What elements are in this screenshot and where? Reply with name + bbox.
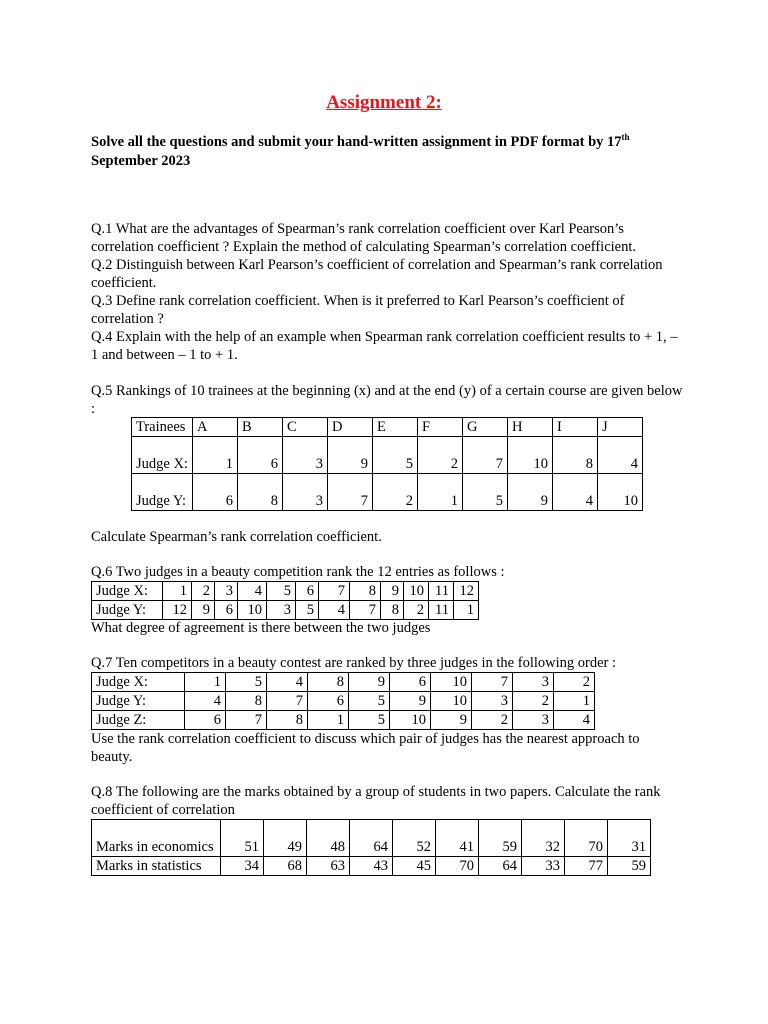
q6-row-x <box>92 582 479 601</box>
q5-cell: 6 <box>238 437 283 474</box>
instructions-sup: th <box>621 132 630 142</box>
question-6 <box>91 563 683 581</box>
q7-row-x-label: Judge X: <box>92 673 185 692</box>
q8-row-economics <box>92 820 651 857</box>
q6-cell: 7 <box>319 582 350 601</box>
q7-cell: 8 <box>308 673 349 692</box>
q6-cell: 11 <box>429 601 454 620</box>
q7-cell: 10 <box>390 711 431 730</box>
q8-cell: 59 <box>479 820 522 857</box>
q5-cell: 5 <box>463 474 508 511</box>
q8-cell: 77 <box>565 857 608 876</box>
question-1: Q.1 What are the advantages of Spearman’s rank correlation coefficient over Karl Pearson’s correlation coefficient ? Explain the method of calculating Spearman’s correlation coefficient. <box>91 221 637 255</box>
q6-after <box>91 619 683 637</box>
q7-cell: 3 <box>472 692 513 711</box>
q6-cell: 9 <box>192 601 215 620</box>
q6-cell: 10 <box>404 582 429 601</box>
q8-cell: 41 <box>436 820 479 857</box>
q5-cell: 10 <box>508 437 553 474</box>
q5-row-y <box>132 474 643 511</box>
q6-cell: 8 <box>381 601 404 620</box>
q5-cell: 5 <box>373 437 418 474</box>
q7-cell: 4 <box>185 692 226 711</box>
q6-cell: 9 <box>381 582 404 601</box>
q8-cell: 48 <box>307 820 350 857</box>
q5-cell: 3 <box>283 437 328 474</box>
instructions-text: Solve all the questions and submit your hand-written assignment in PDF format by 17 <box>91 134 622 150</box>
q7-cell: 6 <box>185 711 226 730</box>
q7-cell: 6 <box>390 673 431 692</box>
q6-row-x-label: Judge X: <box>92 582 163 601</box>
question-7 <box>91 654 683 672</box>
q8-cell: 64 <box>479 857 522 876</box>
q7-cell: 9 <box>349 673 390 692</box>
question-2: Q.2 Distinguish between Karl Pearson’s coefficient of correlation and Spearman’s rank correlation coefficient. <box>91 257 663 291</box>
instructions-date: September 2023 <box>91 153 191 169</box>
q5-cell: 2 <box>373 474 418 511</box>
q6-cell: 5 <box>267 582 296 601</box>
q5-cell: 7 <box>328 474 373 511</box>
question-8-text: Q.8 The following are the marks obtained by a group of students in two papers. Calculate the rank coefficient of correlation <box>91 784 661 818</box>
question-5-text: Q.5 Rankings of 10 trainees at the beginning (x) and at the end (y) of a certain course are given below : <box>91 383 683 417</box>
question-5 <box>91 382 683 418</box>
q7-cell: 3 <box>513 711 554 730</box>
q6-cell: 4 <box>319 601 350 620</box>
q7-cell: 10 <box>431 673 472 692</box>
q8-cell: 52 <box>393 820 436 857</box>
q5-header-cell: D <box>328 418 373 437</box>
q5-cell: 4 <box>598 437 643 474</box>
q7-cell: 8 <box>226 692 267 711</box>
q7-cell: 4 <box>267 673 308 692</box>
q8-cell: 31 <box>608 820 651 857</box>
q5-header-cell: J <box>598 418 643 437</box>
instructions <box>91 133 681 171</box>
q8-row-economics-label: Marks in economics <box>92 820 221 857</box>
q5-header-row <box>132 418 643 437</box>
q6-after-text: What degree of agreement is there between the two judges <box>91 620 431 636</box>
q5-cell: 7 <box>463 437 508 474</box>
q8-cell: 33 <box>522 857 565 876</box>
q8-cell: 32 <box>522 820 565 857</box>
q5-header-cell: C <box>283 418 328 437</box>
q5-table <box>131 417 643 511</box>
q6-cell: 12 <box>163 601 192 620</box>
q6-cell: 7 <box>350 601 381 620</box>
q7-cell: 5 <box>349 711 390 730</box>
q8-row-statistics <box>92 857 651 876</box>
q6-cell: 3 <box>267 601 296 620</box>
q6-cell: 5 <box>296 601 319 620</box>
q7-row-y <box>92 692 595 711</box>
q7-cell: 7 <box>267 692 308 711</box>
q8-cell: 68 <box>264 857 307 876</box>
question-4: Q.4 Explain with the help of an example when Spearman rank correlation coefficient results to + 1, – 1 and between – 1 to + 1. <box>91 329 678 363</box>
q8-cell: 51 <box>221 820 264 857</box>
q7-cell: 9 <box>390 692 431 711</box>
q7-after-text: Use the rank correlation coefficient to discuss which pair of judges has the nearest approach to beauty. <box>91 731 640 765</box>
question-8 <box>91 783 683 819</box>
q5-after <box>91 528 683 546</box>
q6-row-y-label: Judge Y: <box>92 601 163 620</box>
q7-cell: 7 <box>226 711 267 730</box>
q7-cell: 1 <box>554 692 595 711</box>
q5-cell: 9 <box>508 474 553 511</box>
q8-cell: 63 <box>307 857 350 876</box>
q5-cell: 8 <box>553 437 598 474</box>
q5-cell: 1 <box>418 474 463 511</box>
q7-row-x <box>92 673 595 692</box>
q8-cell: 49 <box>264 820 307 857</box>
q8-cell: 70 <box>565 820 608 857</box>
q5-cell: 1 <box>193 437 238 474</box>
q5-header-cell: G <box>463 418 508 437</box>
q6-cell: 3 <box>215 582 238 601</box>
q8-cell: 34 <box>221 857 264 876</box>
q5-after-text: Calculate Spearman’s rank correlation coefficient. <box>91 529 382 545</box>
q6-cell: 1 <box>163 582 192 601</box>
q6-cell: 6 <box>296 582 319 601</box>
q5-cell: 2 <box>418 437 463 474</box>
question-3: Q.3 Define rank correlation coefficient. When is it preferred to Karl Pearson’s coefficient of correlation ? <box>91 293 625 327</box>
q6-cell: 1 <box>454 601 479 620</box>
q7-cell: 5 <box>349 692 390 711</box>
assignment-title: Assignment 2: <box>326 92 442 113</box>
q7-row-y-label: Judge Y: <box>92 692 185 711</box>
q6-cell: 6 <box>215 601 238 620</box>
q7-cell: 8 <box>267 711 308 730</box>
q5-row-x-label: Judge X: <box>132 437 193 474</box>
q5-row-x <box>132 437 643 474</box>
q5-header-cell: I <box>553 418 598 437</box>
q7-cell: 5 <box>226 673 267 692</box>
q5-row-y-label: Judge Y: <box>132 474 193 511</box>
q7-cell: 9 <box>431 711 472 730</box>
q8-row-statistics-label: Marks in statistics <box>92 857 221 876</box>
question-6-text: Q.6 Two judges in a beauty competition rank the 12 entries as follows : <box>91 564 505 580</box>
q7-cell: 4 <box>554 711 595 730</box>
q6-cell: 2 <box>192 582 215 601</box>
q6-table <box>91 581 479 620</box>
q5-header-cell: H <box>508 418 553 437</box>
q5-header-cell: B <box>238 418 283 437</box>
q7-cell: 3 <box>513 673 554 692</box>
q5-header-cell: E <box>373 418 418 437</box>
q8-cell: 64 <box>350 820 393 857</box>
q6-cell: 11 <box>429 582 454 601</box>
q8-cell: 59 <box>608 857 651 876</box>
q7-cell: 2 <box>513 692 554 711</box>
q5-header-cell: A <box>193 418 238 437</box>
q7-row-z <box>92 711 595 730</box>
q5-cell: 9 <box>328 437 373 474</box>
q7-cell: 2 <box>554 673 595 692</box>
q8-cell: 70 <box>436 857 479 876</box>
q5-cell: 10 <box>598 474 643 511</box>
q5-header-label: Trainees <box>132 418 193 437</box>
q6-cell: 12 <box>454 582 479 601</box>
q7-cell: 1 <box>308 711 349 730</box>
q8-cell: 43 <box>350 857 393 876</box>
q5-cell: 3 <box>283 474 328 511</box>
q7-cell: 2 <box>472 711 513 730</box>
q7-cell: 1 <box>185 673 226 692</box>
q6-cell: 2 <box>404 601 429 620</box>
q6-cell: 10 <box>238 601 267 620</box>
q5-cell: 8 <box>238 474 283 511</box>
q7-cell: 10 <box>431 692 472 711</box>
q6-row-y <box>92 601 479 620</box>
q7-table <box>91 672 595 730</box>
q5-header-cell: F <box>418 418 463 437</box>
questions-1-4 <box>91 220 683 364</box>
question-7-text: Q.7 Ten competitors in a beauty contest are ranked by three judges in the following order : <box>91 655 616 671</box>
q6-cell: 8 <box>350 582 381 601</box>
q8-table <box>91 819 651 876</box>
q6-cell: 4 <box>238 582 267 601</box>
q7-row-z-label: Judge Z: <box>92 711 185 730</box>
q5-cell: 4 <box>553 474 598 511</box>
q7-cell: 7 <box>472 673 513 692</box>
q5-cell: 6 <box>193 474 238 511</box>
q8-cell: 45 <box>393 857 436 876</box>
q7-after <box>91 730 683 766</box>
q7-cell: 6 <box>308 692 349 711</box>
